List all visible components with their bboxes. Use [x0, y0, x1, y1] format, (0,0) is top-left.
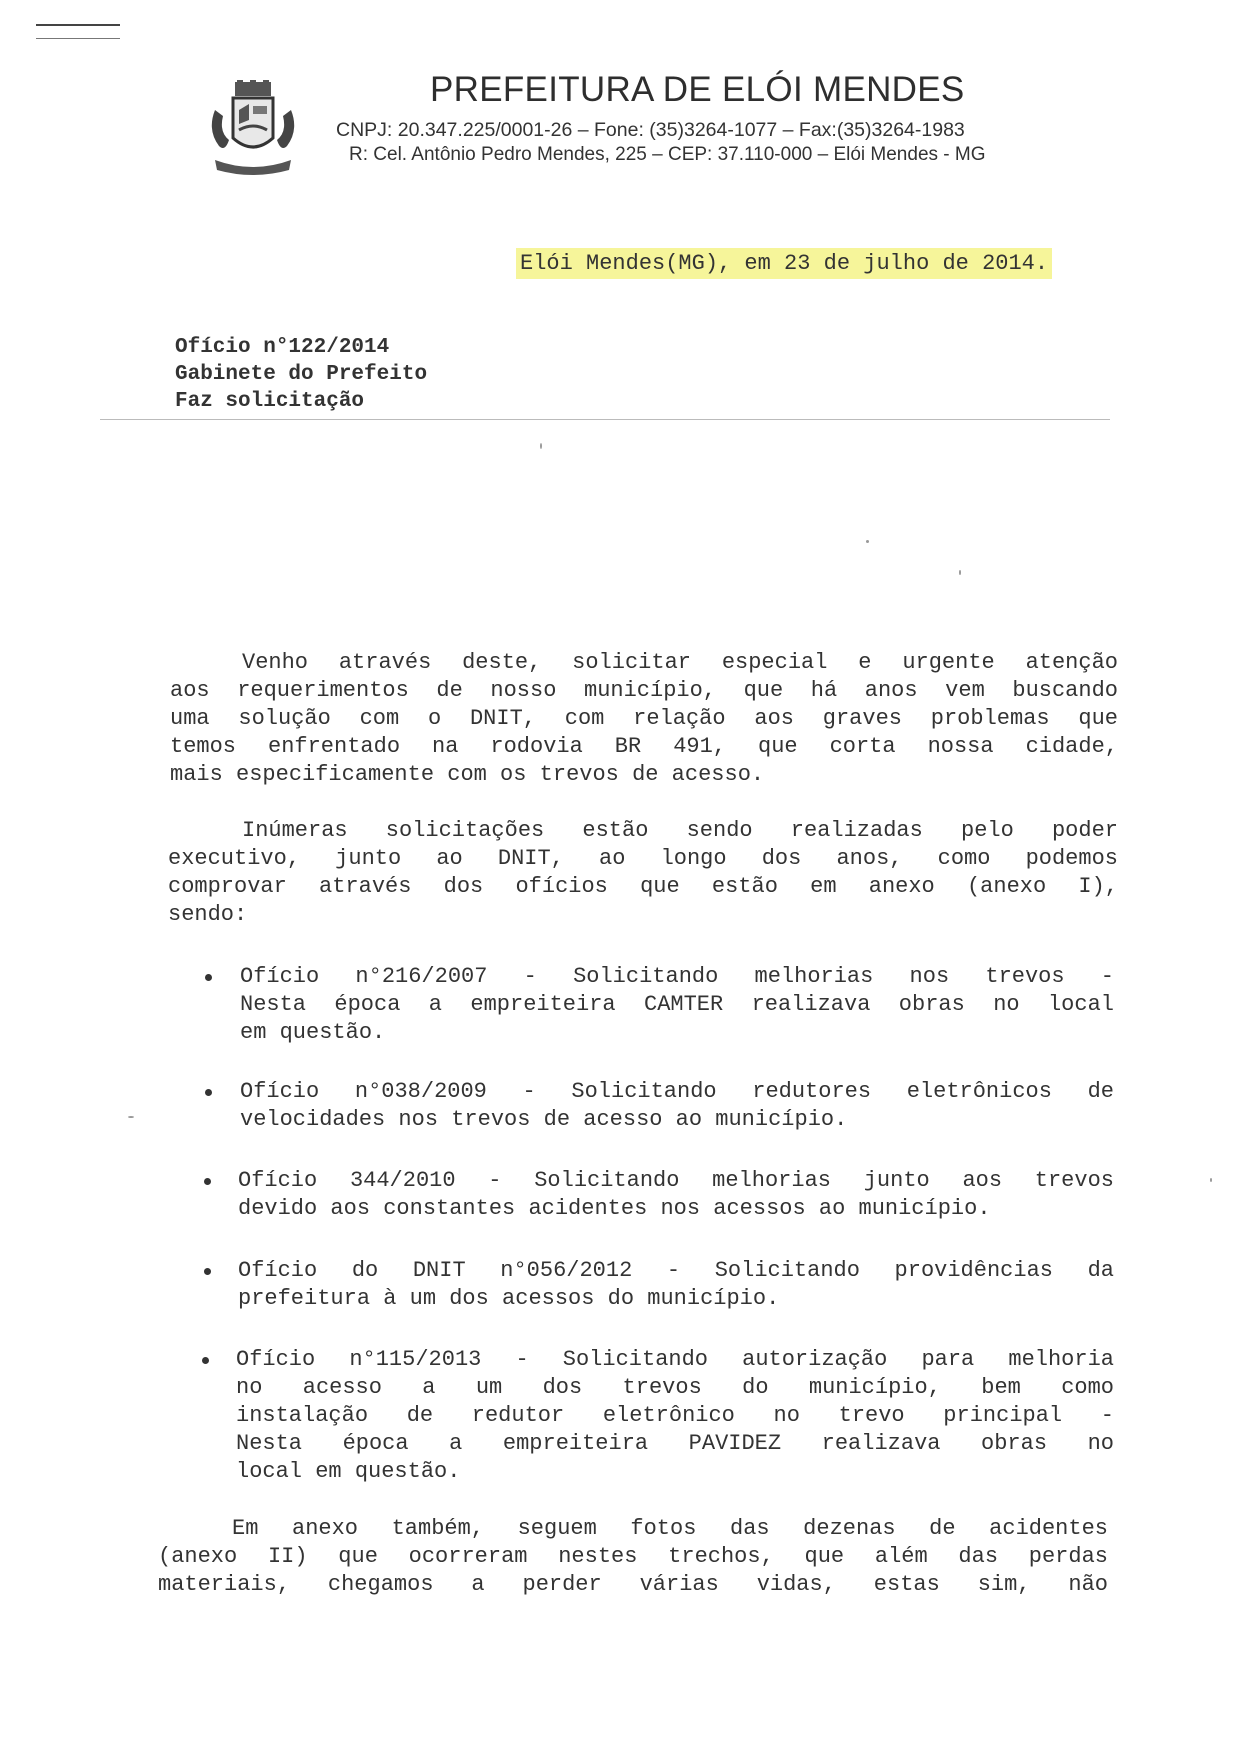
- list-item-line: Ofício n°038/2009 - Solicitando redutores eletrônicos de: [240, 1079, 1114, 1104]
- scan-speck: [866, 540, 869, 543]
- bullet-icon: [205, 974, 212, 981]
- paragraph-line: Em anexo também, seguem fotos das dezenas de acidentes: [232, 1516, 1108, 1541]
- list-item: [238, 1167, 1114, 1223]
- scan-speck: [959, 570, 961, 575]
- list-item-line: Ofício 344/2010 - Solicitando melhorias junto aos trevos: [238, 1168, 1114, 1193]
- paragraph-line: (anexo II) que ocorreram nestes trechos, que além das perdas: [158, 1544, 1108, 1569]
- letter-subject: Faz solicitação: [175, 390, 365, 413]
- paragraph-line: temos enfrentado na rodovia BR 491, que corta nossa cidade,: [170, 734, 1118, 759]
- bullet-icon: [204, 1268, 211, 1275]
- list-item-line: prefeitura à um dos acessos do município.: [238, 1286, 780, 1311]
- paragraph-line: Venho através deste, solicitar especial e urgente atenção: [242, 650, 1118, 675]
- paragraph-line: mais especificamente com os trevos de acesso.: [170, 762, 765, 787]
- scan-speck: [540, 443, 542, 449]
- bullet-icon: [202, 1357, 209, 1364]
- list-item-line: Nesta época a empreiteira CAMTER realizava obras no local: [240, 992, 1114, 1017]
- list-item-line: devido aos constantes acidentes nos acessos ao município.: [238, 1196, 991, 1221]
- list-item-line: Ofício do DNIT n°056/2012 - Solicitando providências da: [238, 1258, 1114, 1283]
- paragraph-requests: [168, 817, 1118, 929]
- list-item: [238, 1257, 1114, 1313]
- header-address-line: R: Cel. Antônio Pedro Mendes, 225 – CEP: 37.110-000 – Elói Mendes - MG: [349, 144, 986, 165]
- bullet-icon: [204, 1178, 211, 1185]
- list-item: [240, 963, 1114, 1047]
- list-item-line: em questão.: [240, 1020, 386, 1045]
- paragraph-line: uma solução com o DNIT, com relação aos graves problemas que: [170, 706, 1118, 731]
- header-title: PREFEITURA DE ELÓI MENDES: [430, 70, 965, 109]
- paragraph-line: sendo:: [168, 902, 248, 927]
- scan-speck: [1210, 1178, 1212, 1182]
- paragraph-intro: [170, 649, 1118, 789]
- coat-of-arms-icon: [205, 80, 301, 178]
- paragraph-line: Inúmeras solicitações estão sendo realizadas pelo poder: [242, 818, 1118, 843]
- list-item-line: local em questão.: [236, 1459, 461, 1484]
- scan-mark: [36, 24, 120, 39]
- list-item-line: no acesso a um dos trevos do município, bem como: [236, 1375, 1114, 1400]
- paragraph-line: aos requerimentos de nosso município, que há anos vem buscando: [170, 678, 1118, 703]
- list-item-line: instalação de redutor eletrônico no trevo principal -: [236, 1403, 1114, 1428]
- letter-number: Ofício n°122/2014: [175, 336, 390, 359]
- list-item: [240, 1078, 1114, 1134]
- paragraph-line: materiais, chegamos a perder várias vidas, estas sim, não: [158, 1572, 1108, 1597]
- divider: [100, 419, 1110, 420]
- header-contact-line: CNPJ: 20.347.225/0001-26 – Fone: (35)3264-1077 – Fax:(35)3264-1983: [336, 119, 965, 141]
- list-item-line: Nesta época a empreiteira PAVIDEZ realizava obras no: [236, 1431, 1114, 1456]
- paragraph-line: comprovar através dos ofícios que estão em anexo (anexo I),: [168, 874, 1118, 899]
- paragraph-line: executivo, junto ao DNIT, ao longo dos anos, como podemos: [168, 846, 1118, 871]
- scan-speck: [128, 1116, 134, 1118]
- bullet-icon: [205, 1089, 212, 1096]
- paragraph-attachments: [158, 1515, 1108, 1599]
- list-item-line: Ofício n°216/2007 - Solicitando melhorias nos trevos -: [240, 964, 1114, 989]
- list-item-line: velocidades nos trevos de acesso ao município.: [240, 1107, 848, 1132]
- list-item: [236, 1346, 1114, 1486]
- letter-reference: [175, 334, 427, 415]
- letter-office: Gabinete do Prefeito: [175, 363, 428, 386]
- date-line: Elói Mendes(MG), em 23 de julho de 2014.: [516, 248, 1052, 279]
- list-item-line: Ofício n°115/2013 - Solicitando autorização para melhoria: [236, 1347, 1114, 1372]
